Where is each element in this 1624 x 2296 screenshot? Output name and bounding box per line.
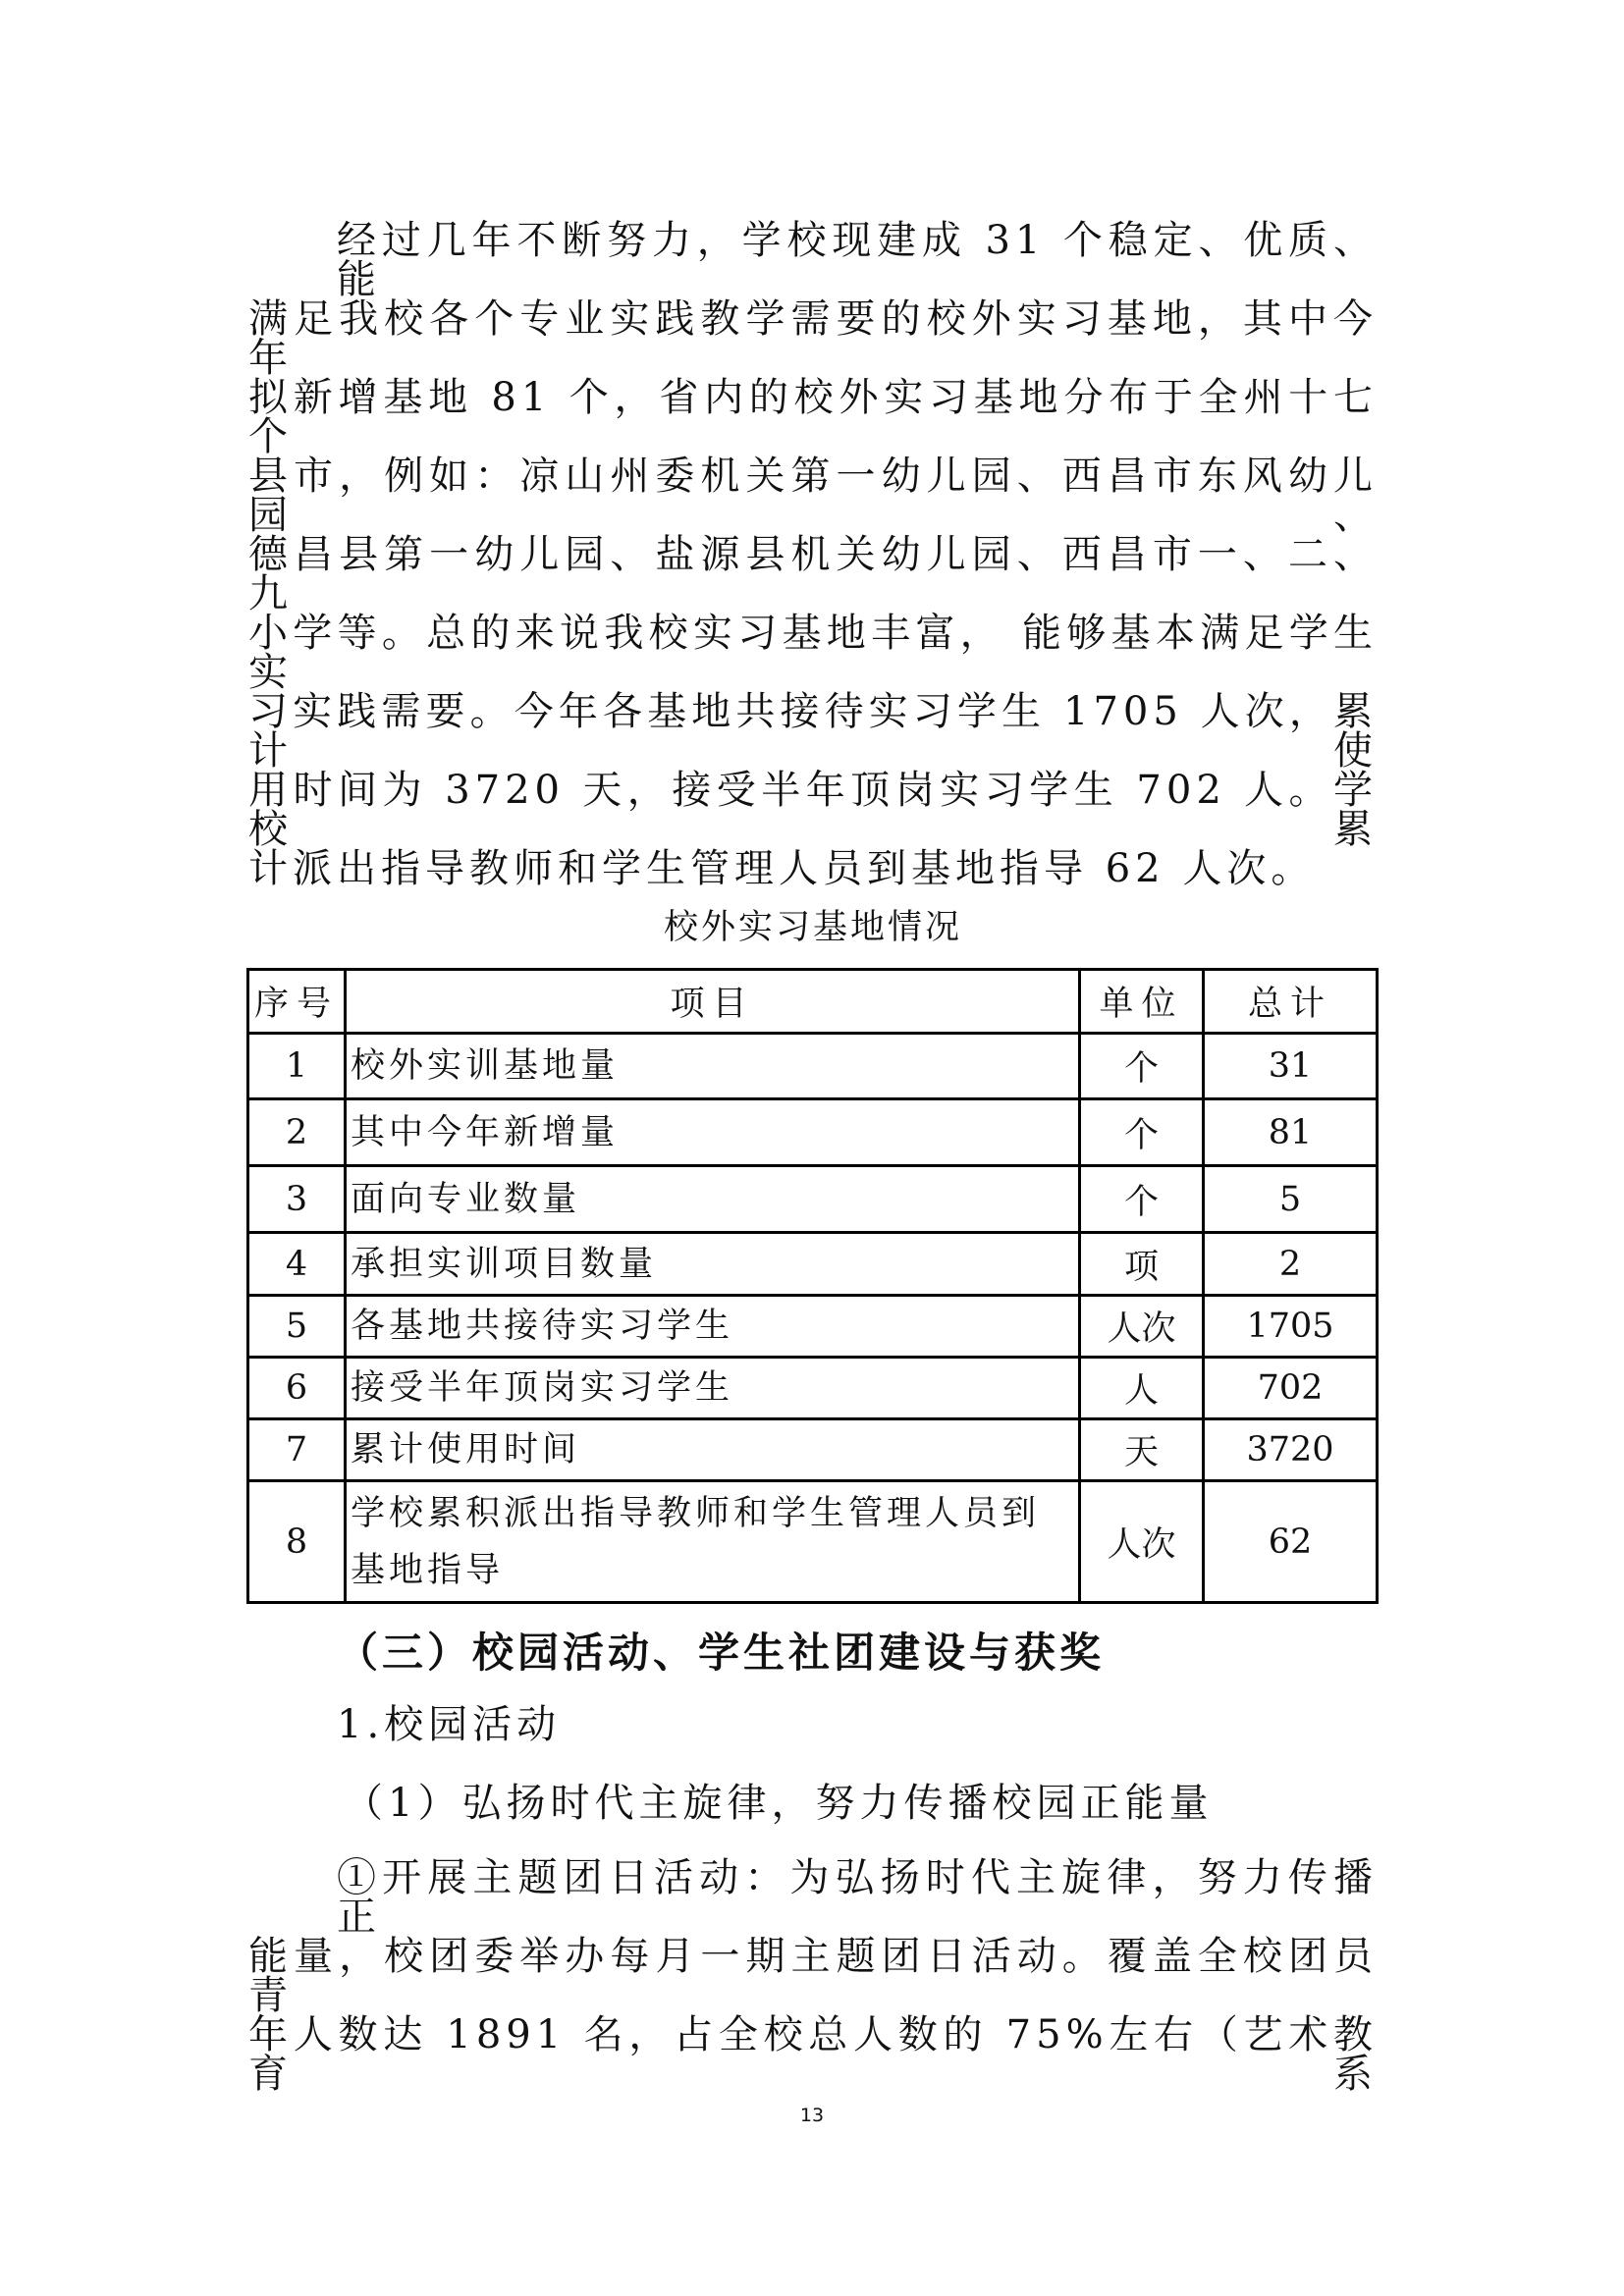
table-row <box>248 1419 1378 1481</box>
cell-total: 5 <box>1204 1166 1378 1233</box>
cell-no: 5 <box>248 1296 346 1358</box>
page-number: 13 <box>799 2105 825 2126</box>
table-row <box>248 1481 1378 1603</box>
cell-unit: 个 <box>1080 1099 1204 1166</box>
subsection-title: 1.校园活动 <box>337 1702 562 1747</box>
cell-unit: 个 <box>1080 1034 1204 1099</box>
cell-no: 7 <box>248 1419 346 1481</box>
cell-total: 2 <box>1204 1233 1378 1296</box>
paragraph-line: 德昌县第一幼儿园、盐源县机关幼儿园、西昌市一、二、九 <box>248 532 1378 616</box>
cell-unit: 个 <box>1080 1166 1204 1233</box>
cell-no: 4 <box>248 1233 346 1296</box>
cell-no: 1 <box>248 1034 346 1099</box>
cell-total: 62 <box>1204 1481 1378 1603</box>
header-total: 总计 <box>1204 970 1378 1034</box>
cell-total: 3720 <box>1204 1419 1378 1481</box>
table-row <box>248 1358 1378 1419</box>
cell-item: 各基地共接待实习学生 <box>346 1296 1080 1358</box>
cell-unit: 人次 <box>1080 1296 1204 1358</box>
cell-item: 面向专业数量 <box>346 1166 1080 1233</box>
cell-unit: 项 <box>1080 1233 1204 1296</box>
cell-no: 3 <box>248 1166 346 1233</box>
internship-base-table <box>246 968 1379 1604</box>
paragraph-line: 年人数达 1891 名，占全校总人数的 75%左右（艺术教育系 <box>248 2012 1378 2097</box>
cell-unit: 天 <box>1080 1419 1204 1481</box>
cell-item: 学校累积派出指导教师和学生管理人员到基地指导 <box>346 1481 1080 1603</box>
table-row <box>248 1166 1378 1233</box>
cell-item: 承担实训项目数量 <box>346 1233 1080 1296</box>
paragraph-line: 县市，例如：凉山州委机关第一幼儿园、西昌市东风幼儿园、 <box>248 454 1378 538</box>
table-header-row <box>248 970 1378 1034</box>
cell-total: 1705 <box>1204 1296 1378 1358</box>
cell-unit: 人次 <box>1080 1481 1204 1603</box>
cell-item: 其中今年新增量 <box>346 1099 1080 1166</box>
paragraph-line: ①开展主题团日活动：为弘扬时代主旋律，努力传播正 <box>337 1855 1378 1940</box>
header-no: 序号 <box>248 970 346 1034</box>
paragraph-line: 小学等。总的来说我校实习基地丰富， 能够基本满足学生实 <box>248 611 1378 695</box>
table-caption: 校外实习基地情况 <box>663 908 962 947</box>
paragraph-line: 拟新增基地 81 个，省内的校外实习基地分布于全州十七个 <box>248 375 1378 459</box>
table-row <box>248 1233 1378 1296</box>
section-heading: （三）校园活动、学生社团建设与获奖 <box>337 1629 1106 1677</box>
table-row <box>248 1034 1378 1099</box>
cell-no: 8 <box>248 1481 346 1603</box>
cell-item: 累计使用时间 <box>346 1419 1080 1481</box>
cell-total: 31 <box>1204 1034 1378 1099</box>
cell-total: 81 <box>1204 1099 1378 1166</box>
cell-total: 702 <box>1204 1358 1378 1419</box>
table-row <box>248 1099 1378 1166</box>
paragraph-line: 能量，校团委举办每月一期主题团日活动。覆盖全校团员青 <box>248 1934 1378 2018</box>
table-row <box>248 1296 1378 1358</box>
subsubsection-title: （1）弘扬时代主旋律，努力传播校园正能量 <box>344 1781 1214 1826</box>
paragraph-line: 计派出指导教师和学生管理人员到基地指导 62 人次。 <box>248 846 1316 891</box>
header-item: 项目 <box>346 970 1080 1034</box>
cell-item: 接受半年顶岗实习学生 <box>346 1358 1080 1419</box>
paragraph-line: 满足我校各个专业实践教学需要的校外实习基地，其中今年 <box>248 296 1378 381</box>
cell-no: 2 <box>248 1099 346 1166</box>
cell-item: 校外实训基地量 <box>346 1034 1080 1099</box>
header-unit: 单位 <box>1080 970 1204 1034</box>
cell-no: 6 <box>248 1358 346 1419</box>
cell-unit: 人 <box>1080 1358 1204 1419</box>
paragraph-line: 用时间为 3720 天，接受半年顶岗实习学生 702 人。学校累 <box>248 768 1378 852</box>
paragraph-line: 习实践需要。今年各基地共接待实习学生 1705 人次，累计使 <box>248 689 1378 774</box>
paragraph-line: 经过几年不断努力，学校现建成 31 个稳定、优质、能 <box>337 218 1378 302</box>
